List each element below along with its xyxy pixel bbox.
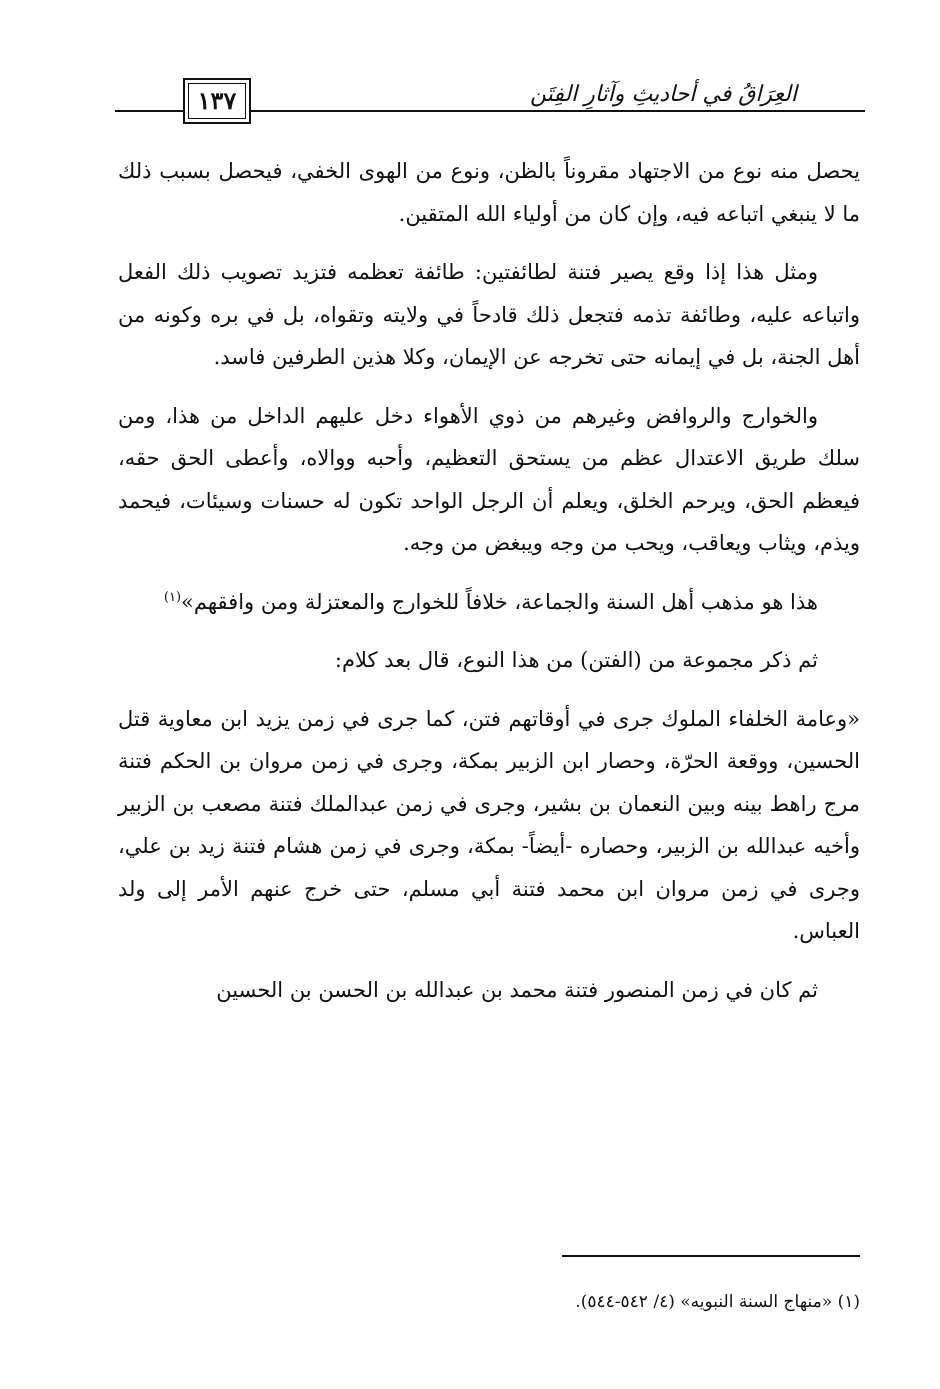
paragraph: ثم ذكر مجموعة من (الفتن) من هذا النوع، قال بعد كلام: — [334, 648, 818, 672]
running-title: العِرَاقُ في أحاديثِ وآثارِ الفِتَن — [522, 82, 805, 107]
paragraph: والخوارج والروافض وغيرهم من ذوي الأهواء دخل عليهم الداخل من هذا، ومن سلك طريق الاعتدال عظم من يستحق التعظيم، وأحبه ووالاه، وأعطى الحق حقه، فيعظم الحق، ويرحم الخلق، ويعلم أن الرجل الواحد تكون له حسنات وسيئات، فيحمد ويذم، ويثاب ويعاقب، ويحب من وجه ويبغض من وجه. — [118, 403, 860, 555]
paragraph: ومثل هذا إذا وقع يصير فتنة لطائفتين: طائفة تعظمه فتزيد تصويب ذلك الفعل واتباعه عليه، وطائفة تذمه فتجعل ذلك قادحاً في ولايته وتقواه، بل في بره وكونه من أهل الجنة، بل في إيمانه حتى تخرجه عن الإيمان، وكلا هذين الطرفين فاسد. — [118, 260, 860, 369]
paragraph-with-footnote — [118, 581, 860, 624]
footnote-marker: (١) — [163, 589, 182, 605]
footnote-separator — [562, 1255, 860, 1257]
paragraph-text: هذا هو مذهب أهل السنة والجماعة، خلافاً للخوارج والمعتزلة ومن وافقهم» — [181, 589, 818, 614]
main-text — [118, 150, 860, 1027]
paragraph: «وعامة الخلفاء الملوك جرى في أوقاتهم فتن، كما جرى في زمن يزيد ابن معاوية قتل الحسين، ووقعة الحرّة، وحصار ابن الزبير بمكة، وجرى في زمن مروان بن الحكم فتنة مرج راهط بينه وبين النعمان بن بشير، وجرى في زمن عبدالملك فتنة مصعب بن الزبير وأخيه عبدالله بن الزبير، وحصاره -أيضاً- بمكة، وجرى في زمن هشام فتنة زيد بن علي، وجرى في زمن مروان ابن محمد فتنة أبي مسلم، حتى خرج عنهم الأمر إلى ولد العباس. — [118, 706, 860, 943]
page-number: ١٣٧ — [188, 83, 246, 119]
paragraph: ثم كان في زمن المنصور فتنة محمد بن عبدالله بن الحسن بن الحسين — [216, 977, 818, 1002]
header-rule-right — [250, 110, 865, 112]
page-number-frame — [183, 78, 251, 124]
footnote: (١) «منهاج السنة النبويه» (٤/ ٥٤٢-٥٤٤). — [575, 1292, 860, 1312]
header-rule-left — [115, 110, 185, 112]
paragraph: يحصل منه نوع من الاجتهاد مقروناً بالظن، ونوع من الهوى الخفي، فيحصل بسبب ذلك ما لا ينبغي اتباعه فيه، وإن كان من أولياء الله المتقين. — [118, 159, 860, 226]
page-header — [115, 78, 865, 130]
